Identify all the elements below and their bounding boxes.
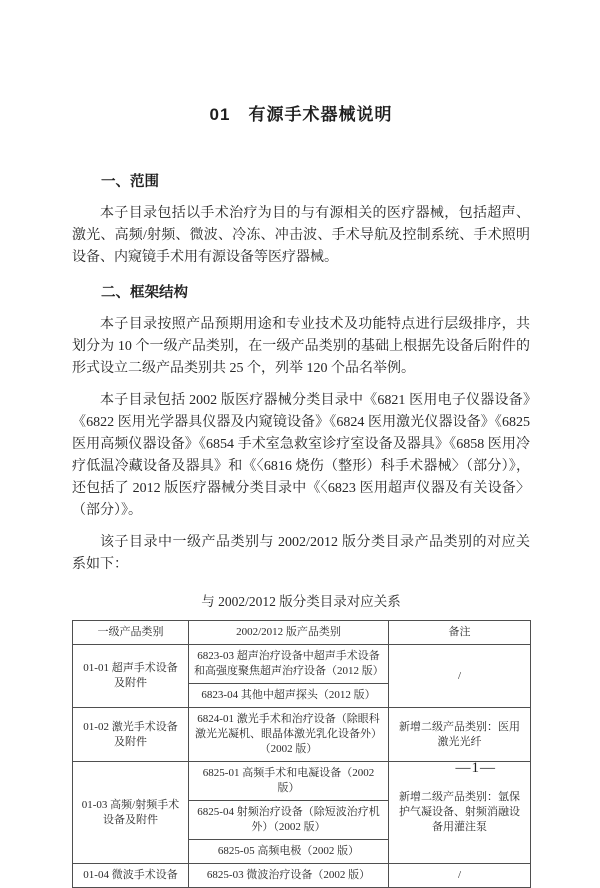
category-cell: 01-01 超声手术设备及附件 <box>73 645 189 708</box>
section-heading-structure: 二、框架结构 <box>101 285 188 301</box>
item-cell: 6825-01 高频手术和电凝设备（2002 版） <box>189 762 389 801</box>
correspondence-table <box>72 620 531 888</box>
remark-cell: / <box>389 864 531 888</box>
category-cell: 01-02 激光手术设备及附件 <box>73 708 189 762</box>
item-cell: 6823-03 超声治疗设备中超声手术设备和高强度聚焦超声治疗设备（2012 版） <box>189 645 389 684</box>
table-caption: 与 2002/2012 版分类目录对应关系 <box>201 594 401 609</box>
table-row <box>73 645 531 684</box>
remark-cell: 新增二级产品类别：医用激光光纤 <box>389 708 531 762</box>
remark-cell: / <box>389 645 531 708</box>
item-cell: 6825-04 射频治疗设备（除短波治疗机外）（2002 版） <box>189 801 389 840</box>
item-cell: 6825-05 高频电极（2002 版） <box>189 840 389 864</box>
remark-cell: 新增二级产品类别：氩保护气凝设备、射频消融设备用灌注泵 <box>389 762 531 864</box>
header-cell-category: 一级产品类别 <box>73 621 189 645</box>
item-cell: 6824-01 激光手术和治疗设备（除眼科激光光凝机、眼晶体激光乳化设备外）（2002 版） <box>189 708 389 762</box>
paragraph-structure-1: 本子目录按照产品预期用途和专业技术及功能特点进行层级排序，共划分为 10 个一级产品类别，在一级产品类别的基础上根据先设备后附件的形式设立二级产品类别共 25 个，列举 120 个品名举例。 <box>72 317 530 376</box>
item-cell: 6825-03 微波治疗设备（2002 版） <box>189 864 389 888</box>
paragraph-scope: 本子目录包括以手术治疗为目的与有源相关的医疗器械，包括超声、激光、高频/射频、微波、冷冻、冲击波、手术导航及控制系统、手术照明设备、内窥镜手术用有源设备等医疗器械。 <box>72 206 530 265</box>
header-cell-catalog: 2002/2012 版产品类别 <box>189 621 389 645</box>
table-header-row <box>73 621 531 645</box>
category-cell: 01-03 高频/射频手术设备及附件 <box>73 762 189 864</box>
paragraph-structure-3: 该子目录中一级产品类别与 2002/2012 版分类目录产品类别的对应关系如下： <box>72 535 530 572</box>
paragraph-structure-2: 本子目录包括 2002 版医疗器械分类目录中《6821 医用电子仪器设备》《6822 医用光学器具仪器及内窥镜设备》《6824 医用激光仪器设备》《6825 医用高频仪器设备》《6854 手术室急救室诊疗室设备及器具》《6858 医用冷疗低温冷藏设备及器具》和《〈6816 烧伤（整形）科手术器械〉（部分）》，还包括了 2012 版医疗器械分类目录中《〈6823 医用超声仪器及有关设备〉（部分）》。 <box>72 393 530 518</box>
page-title: 01 有源手术器械说明 <box>209 105 393 124</box>
table-row <box>73 708 531 762</box>
category-cell: 01-04 微波手术设备 <box>73 864 189 888</box>
header-cell-remark: 备注 <box>389 621 531 645</box>
table-row <box>73 864 531 888</box>
page-number: —1— <box>455 760 496 776</box>
section-heading-scope: 一、范围 <box>101 174 159 190</box>
item-cell: 6823-04 其他中超声探头（2012 版） <box>189 684 389 708</box>
